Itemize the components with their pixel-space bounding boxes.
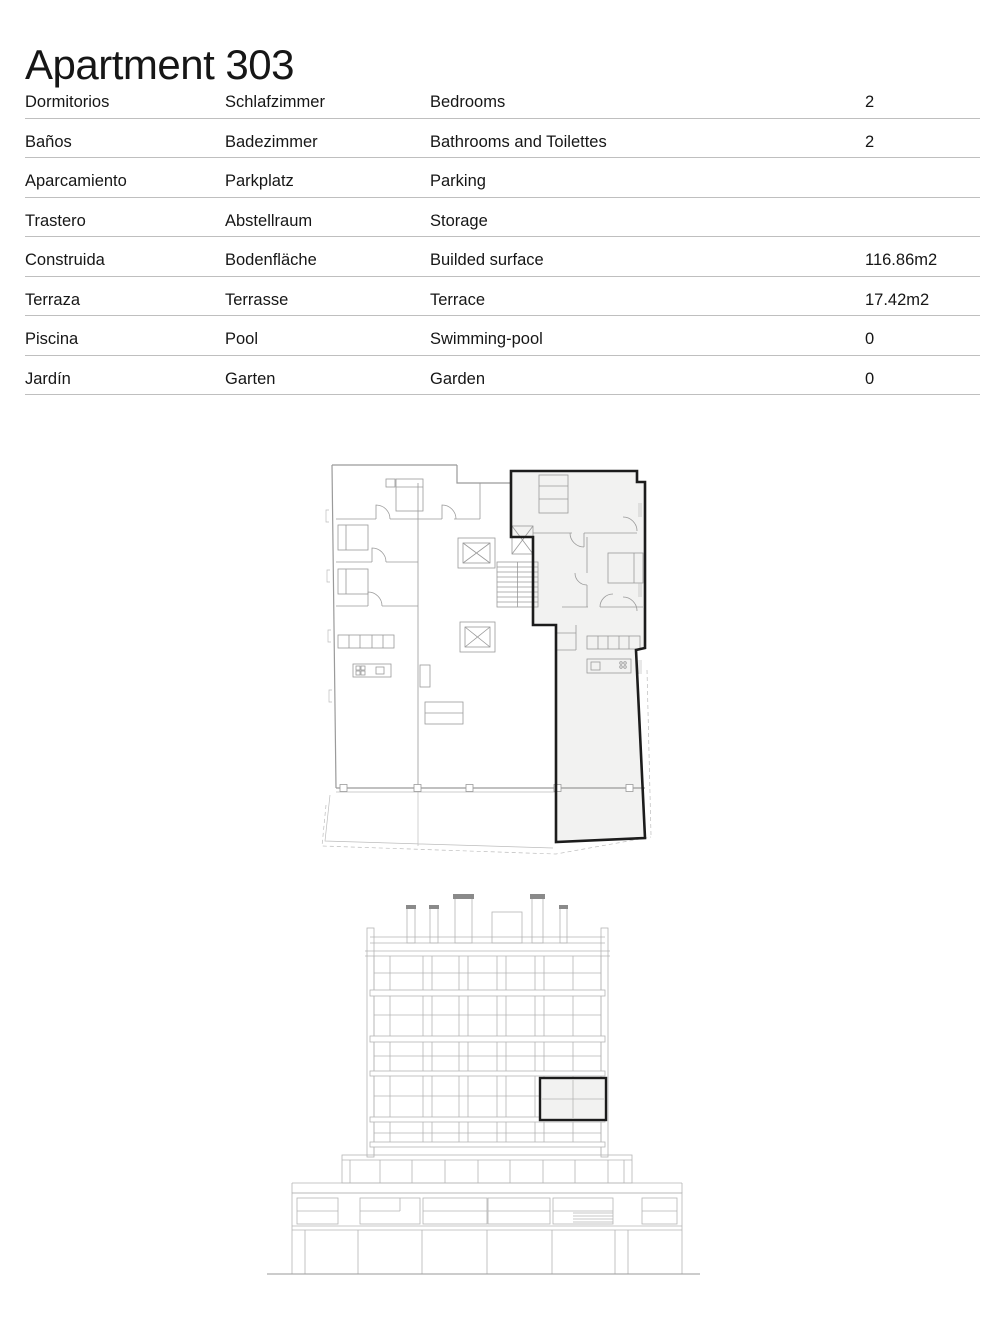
spec-row [25, 356, 980, 396]
spec-label-de: Parkplatz [225, 172, 294, 191]
spec-label-es: Jardín [25, 369, 71, 388]
spec-label-es: Trastero [25, 211, 86, 230]
spec-value: 2 [865, 132, 875, 151]
spec-row [25, 79, 980, 119]
floor-slabs [370, 990, 605, 1147]
spec-label-en: Builded surface [430, 251, 544, 270]
spec-label-es: Piscina [25, 330, 79, 349]
spec-label-en: Bathrooms and Toilettes [430, 132, 607, 151]
spec-label-es: Baños [25, 132, 72, 151]
apartment-highlight-elevation [540, 1078, 606, 1120]
spec-label-de: Garten [225, 369, 276, 388]
spec-label-en: Swimming-pool [430, 330, 543, 349]
spec-table [25, 79, 980, 395]
floor-plan-figure [320, 455, 660, 860]
spec-label-es: Terraza [25, 290, 81, 309]
spec-label-en: Garden [430, 369, 486, 388]
spec-value: 0 [865, 330, 875, 349]
spec-label-en: Parking [430, 172, 486, 191]
mid-podium [292, 1155, 682, 1193]
spec-label-de: Terrasse [225, 290, 289, 309]
lower-podium [292, 1193, 682, 1274]
spec-label-de: Badezimmer [225, 132, 318, 151]
spec-label-es: Aparcamiento [25, 172, 127, 191]
spec-label-en: Terrace [430, 290, 486, 309]
spec-row [25, 237, 980, 277]
building-elevation-drawing [260, 893, 710, 1283]
spec-row [25, 158, 980, 198]
chimneys [406, 894, 568, 943]
spec-label-en: Storage [430, 211, 488, 230]
spec-label-es: Construida [25, 251, 105, 270]
elevator-icon [460, 622, 495, 652]
page-title: Apartment 303 [25, 41, 295, 89]
spec-row [25, 119, 980, 159]
spec-label-de: Pool [225, 330, 259, 349]
floor-plan-drawing [320, 455, 660, 860]
left-apartments [336, 479, 480, 788]
spec-row [25, 198, 980, 238]
building-elevation-figure [260, 893, 710, 1283]
spec-value: 17.42m2 [865, 290, 930, 309]
spec-row [25, 316, 980, 356]
spec-row [25, 277, 980, 317]
apartment-highlight-plan [511, 471, 645, 842]
elevator-icon [458, 538, 495, 568]
spec-label-es: Dormitorios [25, 93, 110, 112]
spec-label-en: Bedrooms [430, 93, 506, 112]
spec-label-de: Bodenfläche [225, 251, 317, 270]
spec-label-de: Abstellraum [225, 211, 313, 230]
spec-value: 116.86m2 [865, 251, 938, 270]
spec-label-de: Schlafzimmer [225, 93, 325, 112]
spec-value: 2 [865, 93, 875, 112]
spec-value: 0 [865, 369, 875, 388]
